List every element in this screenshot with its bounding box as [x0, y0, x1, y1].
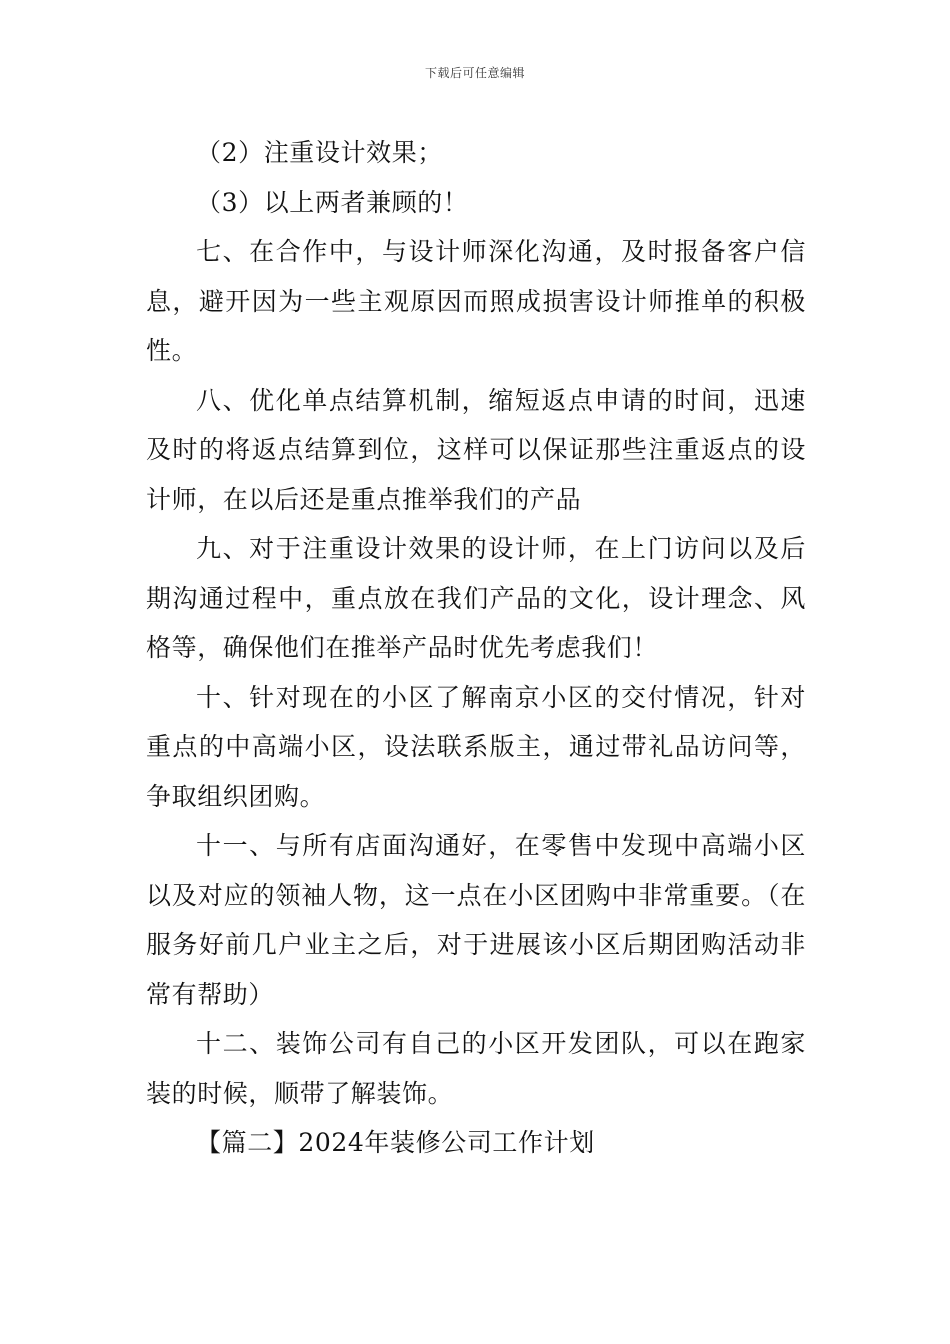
paragraph-section-9: 九、对于注重设计效果的设计师，在上门访问以及后期沟通过程中，重点放在我们产品的文化，设计理念、风格等，确保他们在推举产品时优先考虑我们！ — [146, 534, 806, 662]
page-header: 下载后可任意编辑 — [424, 66, 525, 80]
paragraph-section-11: 十一、与所有店面沟通好，在零售中发现中高端小区以及对应的领袖人物，这一点在小区团购中非常重要。（在服务好前几户业主之后，对于进展该小区后期团购活动非常有帮助） — [146, 831, 806, 1009]
paragraph-section-8: 八、优化单点结算机制，缩短返点申请的时间，迅速及时的将返点结算到位，这样可以保证那些注重返点的设计师，在以后还是重点推举我们的产品 — [146, 385, 806, 514]
paragraph-section-7: 七、在合作中，与设计师深化沟通，及时报备客户信息，避开因为一些主观原因而照成损害设计师推单的积极性。 — [146, 237, 806, 365]
paragraph-section-12: 十二、装饰公司有自己的小区开发团队，可以在跑家装的时候，顺带了解装饰。 — [146, 1029, 806, 1108]
paragraph-item-2: （2）注重设计效果； — [196, 138, 443, 167]
paragraph-section-10: 十、针对现在的小区了解南京小区的交付情况，针对重点的中高端小区，设法联系版主，通过带礼品访问等，争取组织团购。 — [146, 682, 806, 811]
section-heading-part-2: 【篇二】2024年装修公司工作计划 — [196, 1128, 595, 1157]
paragraph-item-3: （3）以上两者兼顾的！ — [196, 187, 469, 217]
document-body — [146, 128, 806, 1168]
